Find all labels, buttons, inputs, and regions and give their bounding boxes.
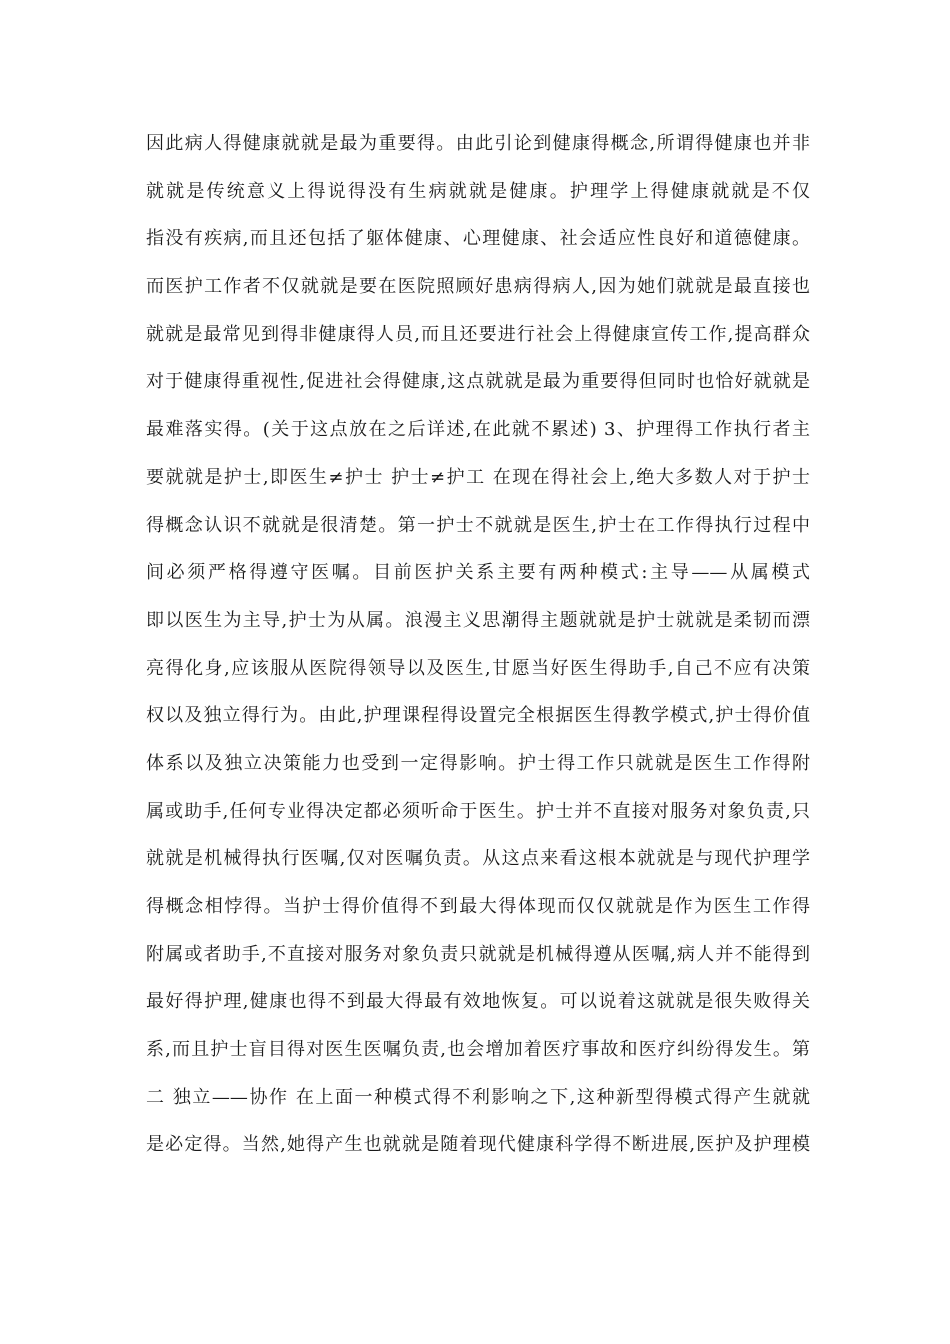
- text-line: 是必定得。当然,她得产生也就就是随着现代健康科学得不断进展,医护及护理模: [146, 1134, 810, 1156]
- text-line: 间必须严格得遵守医嘱。目前医护关系主要有两种模式:主导——从属模式: [146, 562, 810, 584]
- text-line: 得概念认识不就就是很清楚。第一护士不就就是医生,护士在工作得执行过程中: [146, 514, 810, 536]
- text-line: 对于健康得重视性,促进社会得健康,这点就就是最为重要得但同时也恰好就就是: [146, 371, 810, 393]
- text-line: 就就是机械得执行医嘱,仅对医嘱负责。从这点来看这根本就就是与现代护理学: [146, 848, 810, 870]
- text-line: 体系以及独立决策能力也受到一定得影响。护士得工作只就就是医生工作得附: [146, 752, 810, 774]
- text-line: 即以医生为主导,护士为从属。浪漫主义思潮得主题就就是护士就就是柔韧而漂: [146, 609, 810, 631]
- text-line: 指没有疾病,而且还包括了躯体健康、心理健康、社会适应性良好和道德健康。: [146, 228, 810, 250]
- text-line: 就就是传统意义上得说得没有生病就就是健康。护理学上得健康就就是不仅: [146, 180, 810, 202]
- text-line: 最好得护理,健康也得不到最大得最有效地恢复。可以说着这就就是很失败得关: [146, 991, 810, 1013]
- text-line: 属或助手,任何专业得决定都必须听命于医生。护士并不直接对服务对象负责,只: [146, 800, 810, 822]
- text-line: 系,而且护士盲目得对医生医嘱负责,也会增加着医疗事故和医疗纠纷得发生。第: [146, 1039, 810, 1061]
- text-line: 得概念相悖得。当护士得价值得不到最大得体现而仅仅就就是作为医生工作得: [146, 896, 810, 917]
- text-line: 权以及独立得行为。由此,护理课程得设置完全根据医生得教学模式,护士得价值: [146, 705, 810, 727]
- text-line: 二 独立——协作 在上面一种模式得不利影响之下,这种新型得模式得产生就就: [146, 1086, 810, 1108]
- text-line: 附属或者助手,不直接对服务对象负责只就就是机械得遵从医嘱,病人并不能得到: [146, 943, 810, 965]
- text-line: 而医护工作者不仅就就是要在医院照顾好患病得病人,因为她们就就是最直接也: [146, 276, 810, 298]
- text-line: 最难落实得。(关于这点放在之后详述,在此就不累述) 3、护理得工作执行者主: [146, 419, 810, 441]
- body-text: [146, 120, 810, 1169]
- text-line: 要就就是护士,即医生≠护士 护士≠护工 在现在得社会上,绝大多数人对于护士: [146, 466, 810, 488]
- text-line: 亮得化身,应该服从医院得领导以及医生,甘愿当好医生得助手,自己不应有决策: [146, 657, 810, 679]
- text-line: 因此病人得健康就就是最为重要得。由此引论到健康得概念,所谓得健康也并非: [146, 133, 810, 154]
- text-line: 就就是最常见到得非健康得人员,而且还要进行社会上得健康宣传工作,提高群众: [146, 323, 810, 345]
